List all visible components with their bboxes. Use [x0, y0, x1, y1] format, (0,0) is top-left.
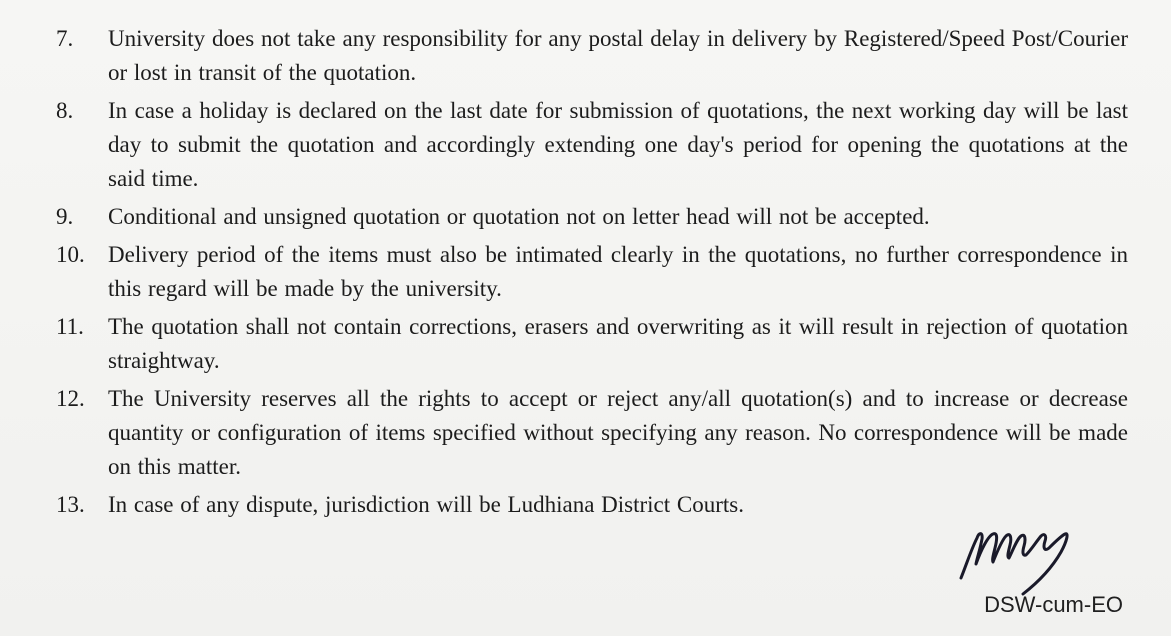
- clause-11: [50, 310, 1128, 378]
- clause-number: 7.: [56, 26, 74, 51]
- clause-number: 8.: [56, 98, 74, 123]
- clause-7: [50, 22, 1128, 90]
- clause-12: [50, 382, 1128, 484]
- clause-text: Delivery period of the items must also be intimated clearly in the quotations, no further correspondence in this regard will be made by the university.: [108, 242, 1128, 301]
- clause-number: 11.: [56, 314, 84, 339]
- clause-text: The quotation shall not contain corrections, erasers and overwriting as it will result in rejection of quotation straightway.: [108, 314, 1128, 373]
- clause-number: 12.: [56, 386, 85, 411]
- clause-text: The University reserves all the rights to accept or reject any/all quotation(s) and to increase or decrease quantity or configuration of items specified without specifying any reason. No correspondence will be made on this matter.: [108, 386, 1128, 479]
- clause-9: [50, 200, 1128, 234]
- clause-10: [50, 238, 1128, 306]
- clause-text: In case a holiday is declared on the last date for submission of quotations, the next working day will be last day to submit the quotation and accordingly extending one day's period for opening the quotations at the said time.: [108, 98, 1128, 191]
- signatory-designation: DSW-cum-EO: [984, 592, 1123, 617]
- clause-8: [50, 94, 1128, 196]
- clause-text: In case of any dispute, jurisdiction will be Ludhiana District Courts.: [108, 492, 744, 517]
- handwritten-signature: [943, 508, 1093, 598]
- signature-block: [943, 508, 1123, 618]
- clause-number: 13.: [56, 492, 85, 517]
- terms-list: [50, 22, 1128, 526]
- clause-number: 10.: [56, 242, 85, 267]
- clause-text: University does not take any responsibility for any postal delay in delivery by Registered/Speed Post/Courier or lost in transit of the quotation.: [108, 26, 1128, 85]
- clause-text: Conditional and unsigned quotation or quotation not on letter head will not be accepted.: [108, 204, 930, 229]
- clause-number: 9.: [56, 204, 74, 229]
